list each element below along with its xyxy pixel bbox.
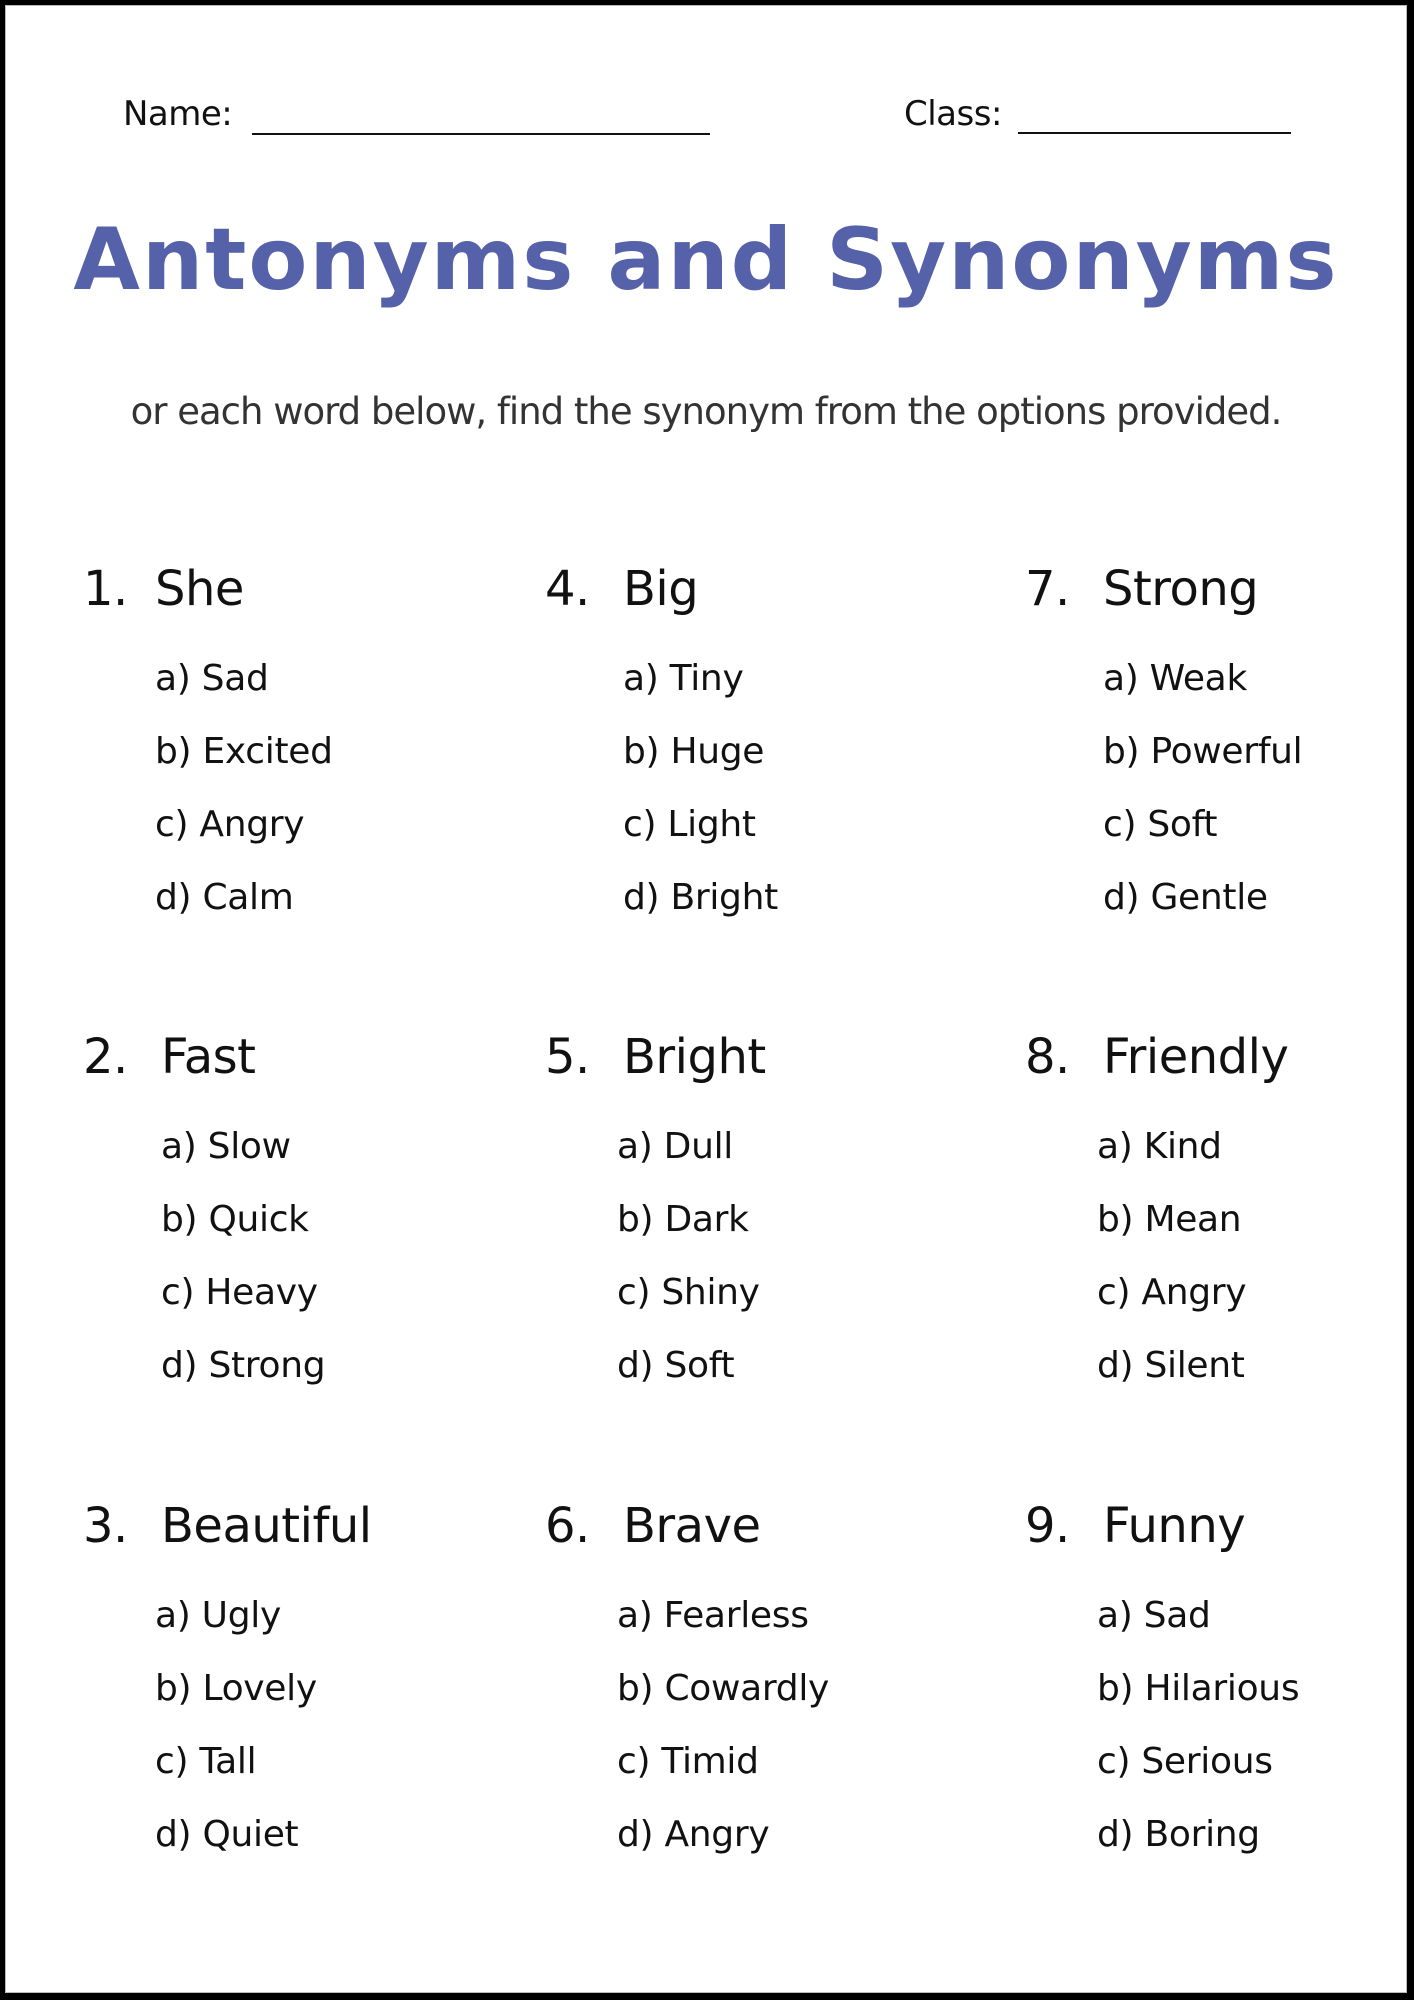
- option[interactable]: a) Kind: [1097, 1126, 1222, 1167]
- question-word: Bright: [623, 1029, 766, 1085]
- option[interactable]: d) Gentle: [1103, 877, 1268, 918]
- option[interactable]: c) Angry: [155, 804, 305, 845]
- option[interactable]: c) Angry: [1097, 1272, 1247, 1313]
- question-word: Brave: [623, 1498, 761, 1554]
- option[interactable]: a) Weak: [1103, 658, 1247, 699]
- option[interactable]: c) Soft: [1103, 804, 1218, 845]
- question-word: Fast: [161, 1029, 256, 1085]
- question-number: 6.: [545, 1498, 590, 1554]
- worksheet-title: Antonyms and Synonyms: [73, 210, 1339, 310]
- question-number: 5.: [545, 1029, 590, 1085]
- option[interactable]: d) Soft: [617, 1345, 735, 1386]
- option[interactable]: c) Serious: [1097, 1741, 1273, 1782]
- option[interactable]: a) Fearless: [617, 1595, 809, 1636]
- option[interactable]: b) Cowardly: [617, 1668, 830, 1709]
- option[interactable]: c) Heavy: [161, 1272, 318, 1313]
- option[interactable]: a) Slow: [161, 1126, 291, 1167]
- name-field[interactable]: [252, 133, 710, 135]
- option[interactable]: c) Tall: [155, 1741, 257, 1782]
- question-word: Beautiful: [161, 1498, 372, 1554]
- option[interactable]: d) Silent: [1097, 1345, 1245, 1386]
- option[interactable]: c) Timid: [617, 1741, 759, 1782]
- option[interactable]: d) Calm: [155, 877, 294, 918]
- option[interactable]: b) Quick: [161, 1199, 309, 1240]
- option[interactable]: d) Angry: [617, 1814, 770, 1855]
- option[interactable]: d) Quiet: [155, 1814, 299, 1855]
- question-number: 4.: [545, 561, 590, 617]
- option[interactable]: d) Boring: [1097, 1814, 1260, 1855]
- worksheet-page: [5, 5, 1407, 1993]
- question-word: Strong: [1103, 561, 1259, 617]
- option[interactable]: d) Strong: [161, 1345, 326, 1386]
- option[interactable]: b) Huge: [623, 731, 765, 772]
- option[interactable]: a) Sad: [155, 658, 269, 699]
- option[interactable]: b) Mean: [1097, 1199, 1242, 1240]
- question-word: Friendly: [1103, 1029, 1289, 1085]
- option[interactable]: a) Dull: [617, 1126, 733, 1167]
- name-label: Name:: [123, 94, 233, 134]
- option[interactable]: b) Powerful: [1103, 731, 1303, 772]
- question-word: Funny: [1103, 1498, 1246, 1554]
- option[interactable]: a) Tiny: [623, 658, 744, 699]
- question-word: Big: [623, 561, 699, 617]
- instructions: or each word below, find the synonym from the options provided.: [130, 390, 1282, 433]
- question-number: 9.: [1025, 1498, 1070, 1554]
- class-field[interactable]: [1018, 132, 1291, 134]
- option[interactable]: c) Light: [623, 804, 756, 845]
- option[interactable]: b) Hilarious: [1097, 1668, 1300, 1709]
- option[interactable]: b) Dark: [617, 1199, 749, 1240]
- class-label: Class:: [904, 94, 1002, 134]
- question-number: 1.: [83, 561, 128, 617]
- question-number: 2.: [83, 1029, 128, 1085]
- question-number: 3.: [83, 1498, 128, 1554]
- option[interactable]: a) Ugly: [155, 1595, 281, 1636]
- question-word: She: [155, 561, 244, 617]
- option[interactable]: a) Sad: [1097, 1595, 1211, 1636]
- question-number: 8.: [1025, 1029, 1070, 1085]
- option[interactable]: b) Excited: [155, 731, 333, 772]
- option[interactable]: d) Bright: [623, 877, 778, 918]
- option[interactable]: c) Shiny: [617, 1272, 760, 1313]
- option[interactable]: b) Lovely: [155, 1668, 317, 1709]
- question-number: 7.: [1025, 561, 1070, 617]
